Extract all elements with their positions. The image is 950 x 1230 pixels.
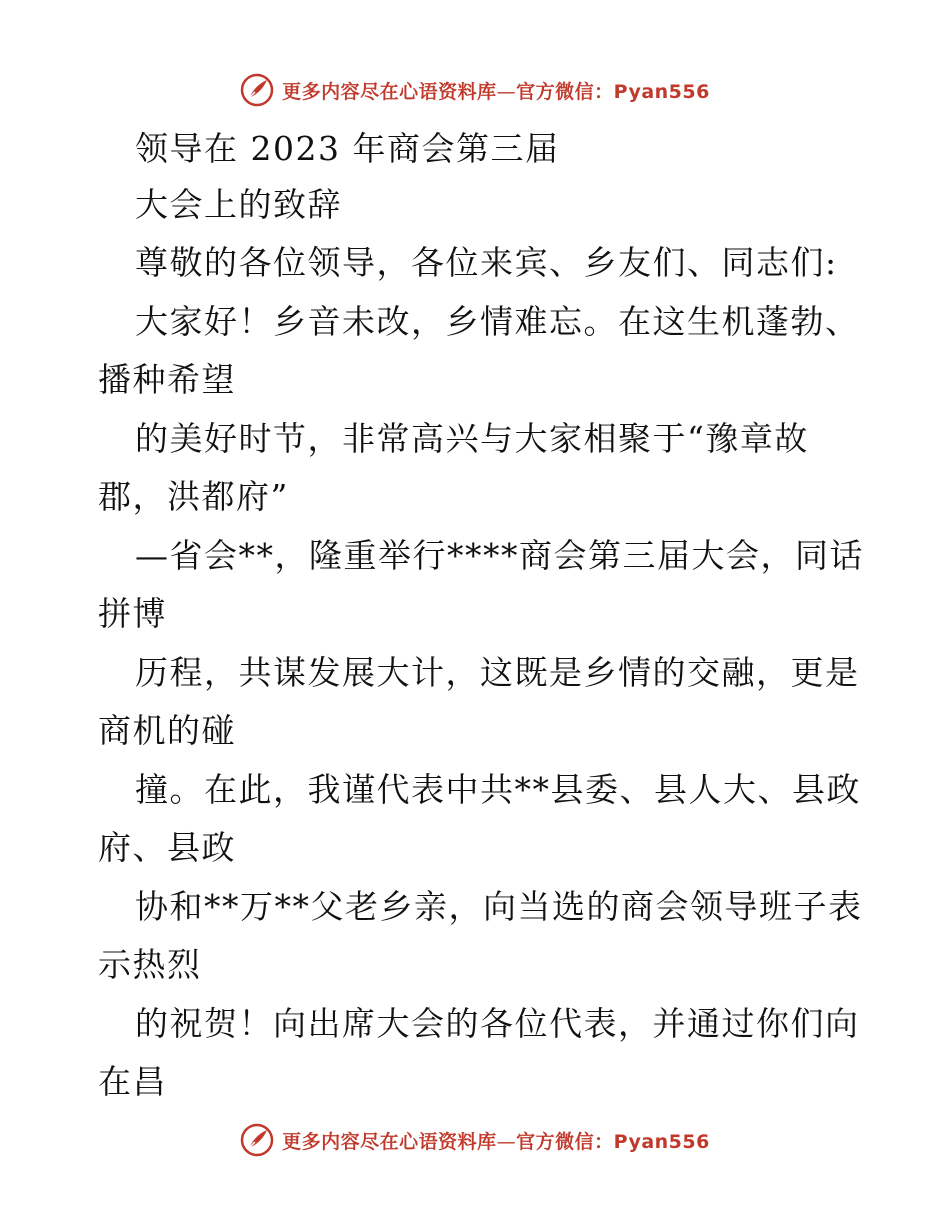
paragraph-line: 郡，洪都府” [98, 477, 289, 516]
footer-watermark [0, 1120, 950, 1160]
paragraph-line: 府、县政 [98, 828, 236, 867]
feather-pen-icon [240, 1123, 274, 1157]
paragraph-line: 历程，共谋发展大计，这既是乡情的交融，更是 [135, 653, 860, 692]
paragraph-line: —省会**，隆重举行****商会第三届大会，同话 [135, 536, 864, 575]
paragraph-line: 示热烈 [98, 945, 202, 984]
document-title-line-1: 领导在 2023 年商会第三届 [135, 129, 560, 168]
paragraph-line: 大家好！乡音未改，乡情难忘。在这生机蓬勃、 [135, 302, 860, 341]
watermark-text [282, 1127, 710, 1154]
paragraph-line: 的祝贺！向出席大会的各位代表，并通过你们向 [135, 1004, 860, 1043]
paragraph-line: 的美好时节，非常高兴与大家相聚于“豫章故 [135, 419, 809, 458]
watermark-wechat-label: 官方微信： [516, 1130, 614, 1153]
watermark-separator: — [496, 80, 517, 103]
watermark-text [282, 77, 710, 104]
paragraph-line: 播种希望 [98, 360, 236, 399]
watermark-brand: 更多内容尽在心语资料库 [282, 80, 497, 103]
watermark-wechat-id: Pyan556 [613, 80, 710, 103]
watermark-wechat-label: 官方微信： [516, 80, 614, 103]
salutation-line: 尊敬的各位领导，各位来宾、乡友们、同志们: [135, 243, 838, 282]
paragraph-line: 在昌 [98, 1062, 167, 1101]
watermark-brand: 更多内容尽在心语资料库 [282, 1130, 497, 1153]
watermark-separator: — [496, 1130, 517, 1153]
document-title-line-2: 大会上的致辞 [135, 185, 342, 224]
paragraph-line: 协和**万**父老乡亲，向当选的商会领导班子表 [135, 887, 863, 926]
paragraph-line: 拼博 [98, 594, 167, 633]
header-watermark [0, 70, 950, 110]
paragraph-line: 撞。在此，我谨代表中共**县委、县人大、县政 [135, 770, 861, 809]
watermark-wechat-id: Pyan556 [613, 1130, 710, 1153]
paragraph-line: 商机的碰 [98, 711, 236, 750]
feather-pen-icon [240, 73, 274, 107]
